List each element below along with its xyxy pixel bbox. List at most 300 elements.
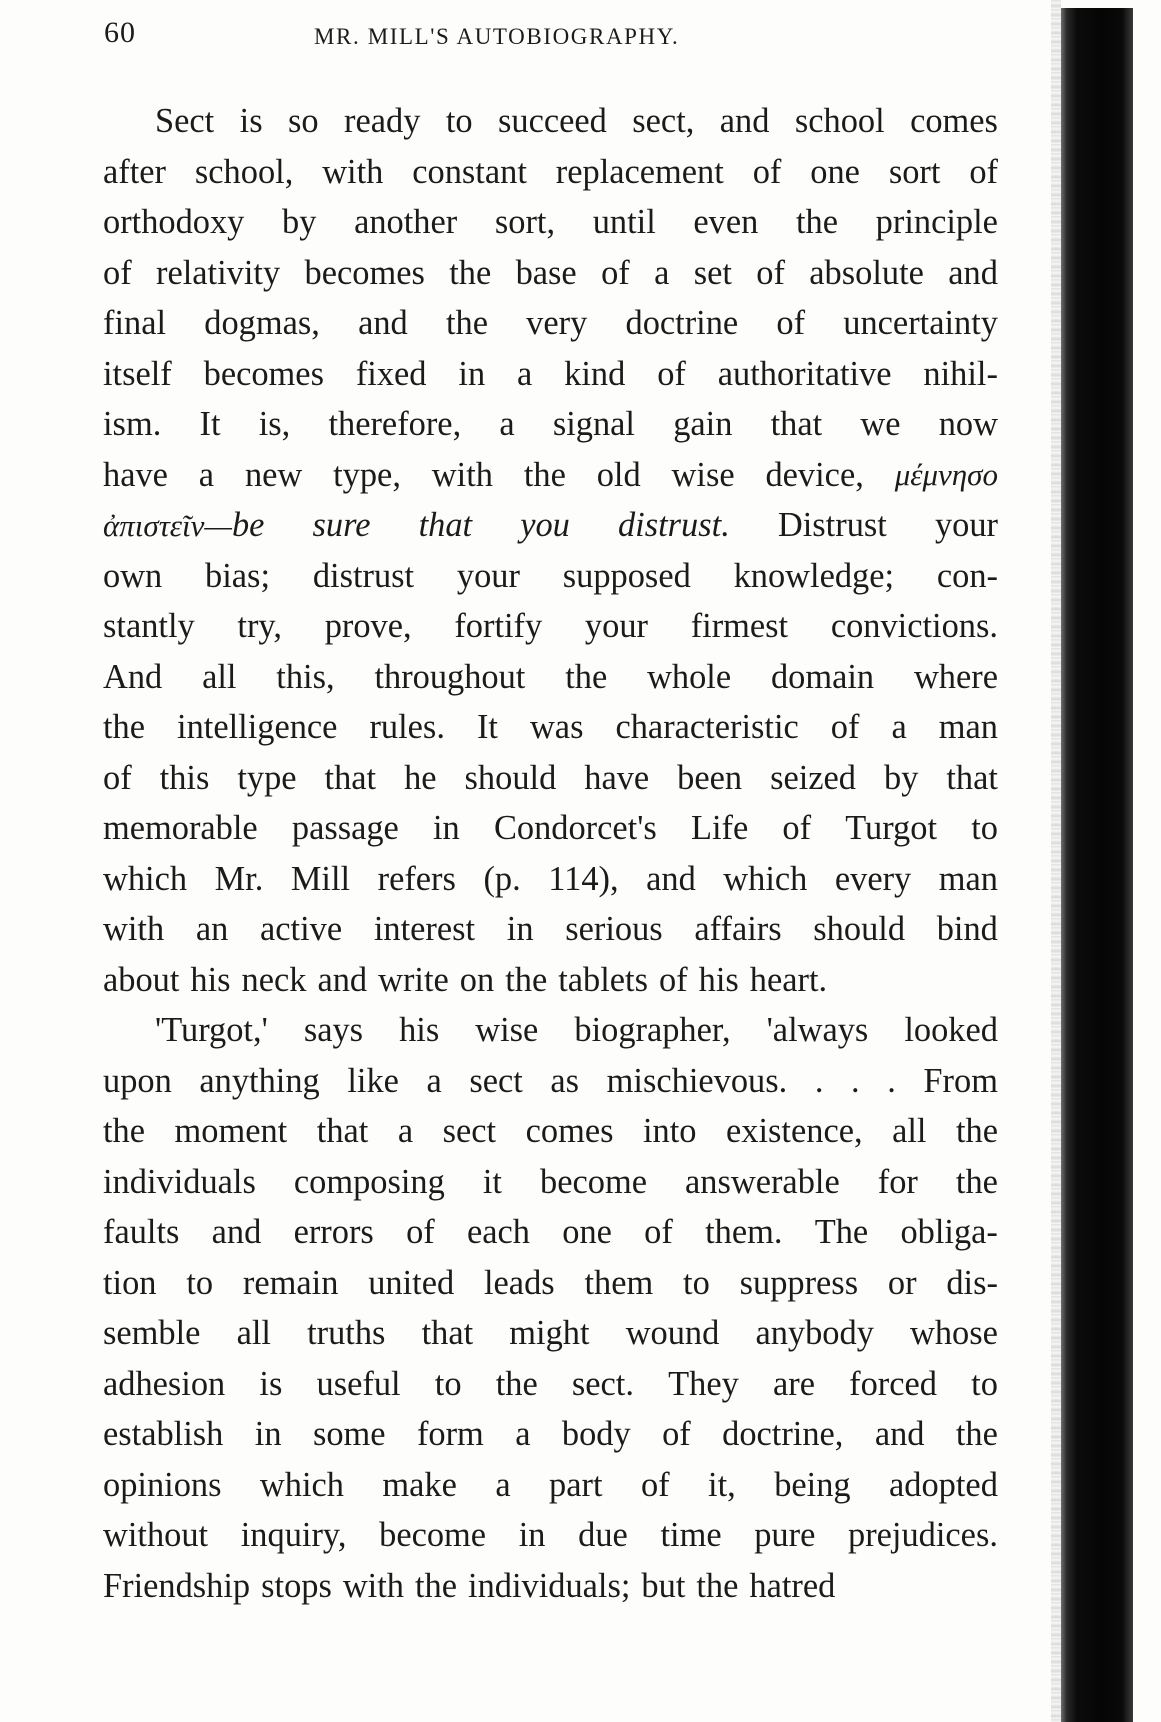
word: rules.: [369, 708, 445, 746]
word: the: [449, 253, 492, 292]
word: school,: [194, 152, 294, 191]
text-line: [103, 803, 998, 854]
word: in: [458, 354, 486, 393]
word: are: [772, 1364, 815, 1403]
text-line: [103, 349, 998, 400]
word: μέμνησο: [894, 456, 998, 492]
word: looked: [904, 1011, 998, 1049]
word: one: [562, 1213, 612, 1251]
word: becomes: [203, 354, 324, 393]
word: due: [578, 1516, 628, 1554]
text-line: [103, 500, 998, 551]
word: stops: [261, 1566, 332, 1605]
word: sure: [312, 506, 371, 544]
word: should: [813, 910, 906, 948]
word: ism.: [103, 405, 162, 443]
word: affairs: [694, 910, 782, 948]
word: another: [354, 203, 458, 241]
word: of: [776, 304, 806, 342]
word: to: [445, 102, 473, 140]
word: It: [199, 405, 221, 443]
word: to: [971, 809, 998, 847]
word: nihil-: [923, 354, 998, 393]
text-line: [103, 298, 998, 349]
page-edge-shadow: [1051, 0, 1061, 1722]
word: individuals;: [468, 1566, 631, 1605]
text-line: [103, 1359, 998, 1410]
word: composing: [293, 1162, 445, 1201]
text-line: [103, 1460, 998, 1511]
word: even: [693, 203, 759, 241]
word: suppress: [739, 1263, 859, 1302]
word: remain: [242, 1263, 339, 1302]
word: the: [415, 1566, 458, 1605]
word: part: [549, 1465, 603, 1504]
word: Life: [690, 809, 749, 847]
word: being: [774, 1465, 851, 1504]
text-line: [103, 753, 998, 804]
word: fortify: [454, 607, 543, 645]
word: errors: [293, 1213, 374, 1251]
word: them: [584, 1263, 654, 1302]
word: you: [520, 506, 570, 544]
word: bind: [936, 910, 998, 948]
word: should: [464, 758, 557, 797]
word: tion: [103, 1263, 157, 1302]
word: an: [195, 910, 229, 948]
word: leads: [483, 1263, 555, 1302]
text-line: [103, 399, 998, 450]
word: his: [698, 960, 739, 999]
word: like: [347, 1061, 399, 1100]
word: sort,: [494, 203, 556, 241]
word: of: [756, 253, 785, 292]
word: answerable: [685, 1162, 840, 1201]
text-line: [103, 1409, 998, 1460]
word: gain: [673, 405, 733, 443]
word: of: [969, 152, 998, 191]
word: or: [887, 1263, 917, 1302]
word: whole: [647, 657, 732, 696]
word: might: [509, 1314, 590, 1352]
word: seized: [770, 758, 857, 797]
word: becomes: [304, 253, 425, 292]
word: by: [884, 758, 919, 797]
word: he: [404, 758, 437, 797]
word: .: [887, 1061, 896, 1100]
word: Mr.: [214, 859, 264, 898]
word: comes: [910, 102, 998, 140]
word: where: [913, 657, 998, 696]
word: distrust: [312, 556, 415, 595]
word: body: [561, 1415, 631, 1453]
word: device,: [765, 455, 864, 494]
word: base: [515, 253, 577, 292]
word: to: [971, 1364, 998, 1403]
word: wound: [625, 1314, 720, 1352]
text-line: [103, 1056, 998, 1107]
word: replacement: [555, 152, 724, 191]
word: the: [955, 1415, 998, 1453]
word: which: [259, 1465, 344, 1504]
word: supposed: [562, 556, 691, 595]
word: that: [421, 1314, 474, 1352]
running-head: [104, 16, 999, 60]
word: truths: [307, 1314, 386, 1352]
word: one: [810, 152, 860, 191]
word: and: [646, 859, 696, 898]
word: .: [814, 1061, 824, 1100]
word: the: [696, 1566, 739, 1605]
running-title: MR. MILL'S AUTOBIOGRAPHY.: [314, 24, 680, 49]
word: refers: [377, 859, 456, 898]
word: that: [324, 758, 377, 797]
word: without: [103, 1516, 209, 1554]
word: neck: [241, 960, 307, 999]
word: it: [482, 1162, 502, 1201]
word: which: [103, 859, 188, 898]
word: a: [495, 1465, 511, 1504]
word: a: [499, 405, 515, 443]
text-line: [103, 1106, 998, 1157]
word: principle: [875, 203, 998, 241]
word: active: [260, 910, 343, 948]
word: of: [658, 960, 688, 999]
word: tablets: [558, 960, 648, 999]
word: of: [644, 1213, 673, 1251]
word: dis-: [946, 1263, 998, 1302]
word: the: [445, 304, 488, 342]
text-line: [103, 601, 998, 652]
word: of: [406, 1213, 435, 1251]
word: dogmas,: [204, 304, 320, 342]
text-line: [103, 1157, 998, 1208]
word: become: [540, 1162, 647, 1201]
word: The: [814, 1213, 869, 1251]
word: in: [254, 1415, 282, 1453]
word: your: [934, 506, 998, 544]
italic-word: be: [231, 506, 265, 544]
page-number: 60: [104, 16, 136, 49]
word: but: [641, 1566, 686, 1605]
word: the: [955, 1162, 998, 1201]
word: upon: [103, 1061, 172, 1100]
word: whose: [910, 1314, 998, 1352]
word: a: [517, 354, 533, 393]
word: every: [834, 859, 912, 898]
greek-word: ἀπιστεῖν—: [103, 508, 232, 543]
word: obliga-: [900, 1213, 998, 1251]
word: and: [211, 1213, 262, 1251]
word: 'Turgot,': [155, 1011, 268, 1049]
word: which: [723, 859, 808, 898]
word: about: [103, 960, 180, 999]
word: is,: [258, 405, 291, 443]
word: a: [426, 1061, 442, 1100]
word: of: [830, 708, 860, 746]
word: and: [719, 102, 770, 140]
word: a: [198, 455, 215, 494]
word: biographer,: [574, 1011, 731, 1049]
text-line: [103, 1561, 998, 1612]
word: a: [397, 1112, 414, 1150]
word: the: [103, 708, 146, 746]
word: hatred: [749, 1566, 836, 1605]
word: convictions.: [830, 607, 998, 645]
word: of: [782, 809, 812, 847]
word: all: [892, 1112, 927, 1150]
word: is: [259, 1364, 283, 1403]
word: establish: [103, 1415, 224, 1453]
word: try,: [237, 607, 282, 645]
word: adopted: [889, 1465, 998, 1504]
word: bias;: [205, 556, 270, 595]
text-line: [103, 96, 998, 147]
word: now: [938, 405, 998, 443]
word: 114),: [548, 859, 619, 898]
word: been: [677, 758, 743, 797]
word: the: [565, 657, 608, 696]
word: says: [303, 1011, 364, 1049]
word: of: [103, 253, 132, 292]
text-line: [103, 854, 998, 905]
word: in: [518, 1516, 546, 1554]
text-line: [103, 702, 998, 753]
word: adhesion: [103, 1364, 226, 1403]
word: it,: [708, 1465, 736, 1504]
word: firmest: [690, 607, 789, 645]
word: anything: [199, 1061, 320, 1100]
text-line: [103, 1308, 998, 1359]
word: of: [640, 1465, 670, 1504]
word: It: [476, 708, 498, 746]
word: was: [529, 708, 584, 746]
word: new: [244, 455, 303, 494]
word: individuals: [103, 1162, 256, 1201]
word: make: [382, 1465, 457, 1504]
word: And: [103, 657, 163, 696]
word: constant: [412, 152, 527, 191]
word: to: [434, 1364, 462, 1403]
word: semble: [103, 1314, 201, 1352]
word: united: [368, 1263, 455, 1302]
text-line: [103, 551, 998, 602]
word: wise: [475, 1011, 539, 1049]
word: of: [657, 354, 686, 393]
word: signal: [552, 405, 635, 443]
word: this,: [276, 657, 335, 696]
word: itself: [103, 354, 172, 393]
word: memorable: [103, 809, 258, 847]
word: wise: [671, 455, 735, 494]
word: mischievous.: [606, 1061, 788, 1100]
word: uncertainty: [843, 304, 998, 342]
word: have: [584, 758, 650, 797]
word: and: [358, 304, 408, 342]
word: until: [592, 203, 656, 241]
body-text: [103, 96, 998, 1611]
text-line: [103, 197, 998, 248]
word: inquiry,: [240, 1516, 347, 1554]
word: pure: [754, 1516, 816, 1554]
word: the: [955, 1112, 998, 1150]
word: Friendship: [103, 1566, 251, 1605]
word: From: [923, 1061, 998, 1100]
binding-gutter: [1061, 8, 1133, 1722]
word: .: [851, 1061, 860, 1100]
word: your: [584, 607, 648, 645]
word: the: [523, 455, 566, 494]
word: set: [693, 253, 732, 292]
word: 'always: [766, 1011, 869, 1049]
word: very: [526, 304, 588, 342]
word: of: [662, 1415, 691, 1453]
word: his: [399, 1011, 440, 1049]
word: type: [237, 758, 297, 797]
word: therefore,: [328, 405, 462, 443]
word: and: [317, 960, 368, 999]
word: your: [456, 556, 520, 595]
word: some: [312, 1415, 386, 1453]
word: so: [288, 102, 319, 140]
word: write: [378, 960, 449, 999]
word: comes: [525, 1112, 614, 1150]
word: moment: [174, 1112, 288, 1150]
word: after: [103, 152, 166, 191]
word: to: [186, 1263, 214, 1302]
word: throughout: [374, 657, 526, 696]
word: for: [877, 1162, 918, 1201]
word: serious: [565, 910, 663, 948]
word: to: [683, 1263, 710, 1302]
word: Condorcet's: [493, 809, 657, 847]
word: with: [322, 152, 384, 191]
word: by: [282, 203, 317, 241]
word: and: [874, 1415, 925, 1453]
word: stantly: [103, 607, 195, 645]
word: type,: [333, 455, 401, 494]
word: sect: [442, 1112, 497, 1150]
word: doctrine,: [722, 1415, 844, 1453]
text-line: [103, 1005, 998, 1056]
text-line: [103, 955, 998, 1006]
word: orthodoxy: [103, 203, 245, 241]
word: with: [103, 910, 165, 948]
word: distrust.: [617, 506, 730, 544]
word: the: [495, 1364, 538, 1403]
word: is: [239, 102, 263, 140]
word: in: [506, 910, 534, 948]
word: we: [860, 405, 901, 443]
text-line: [103, 1207, 998, 1258]
text-line: [103, 147, 998, 198]
word: knowledge;: [733, 556, 895, 595]
word: that: [946, 758, 998, 797]
word: passage: [291, 809, 399, 847]
word: school: [794, 102, 885, 140]
word: con-: [936, 556, 998, 595]
word: (p.: [483, 859, 521, 898]
word: relativity: [156, 253, 281, 292]
word: absolute: [809, 253, 924, 292]
word: have: [103, 455, 168, 494]
word: all: [236, 1314, 271, 1352]
word: with: [342, 1566, 404, 1605]
word: own: [103, 556, 163, 595]
word: fixed: [355, 354, 427, 393]
text-line: [103, 1258, 998, 1309]
word: and: [948, 253, 998, 292]
word: interest: [373, 910, 476, 948]
word: in: [433, 809, 460, 847]
text-line: [103, 450, 998, 501]
word: form: [416, 1415, 484, 1453]
word: anybody: [755, 1314, 874, 1352]
text-line: [103, 248, 998, 299]
word: of: [752, 152, 782, 191]
word: forced: [849, 1364, 937, 1403]
word: sect,: [632, 102, 695, 140]
word: each: [466, 1213, 530, 1251]
word: Turgot: [845, 809, 938, 847]
word: his: [190, 960, 231, 999]
word: Mill: [290, 859, 351, 898]
word: authoritative: [717, 354, 892, 393]
word: prejudices.: [848, 1516, 998, 1554]
word: old: [596, 455, 641, 494]
word: succeed: [498, 102, 607, 140]
text-line: [103, 1510, 998, 1561]
word: this: [159, 758, 210, 797]
word: the: [796, 203, 839, 241]
word: opinions: [103, 1465, 222, 1504]
word: of: [601, 253, 630, 292]
word: sect.: [571, 1364, 634, 1403]
word: all: [202, 657, 237, 696]
word: existence,: [726, 1112, 863, 1150]
word: useful: [316, 1364, 401, 1403]
word: sort: [888, 152, 941, 191]
word: that: [770, 405, 823, 443]
word: time: [660, 1516, 722, 1554]
word: final: [103, 304, 167, 342]
word: intelligence: [177, 708, 338, 746]
word: become: [379, 1516, 487, 1554]
word: prove,: [324, 607, 412, 645]
word: a: [654, 253, 670, 292]
word: man: [938, 708, 998, 746]
word: characteristic: [615, 708, 799, 746]
word: They: [668, 1364, 739, 1403]
word: faults: [103, 1213, 180, 1251]
word: into: [643, 1112, 697, 1150]
word: the: [505, 960, 548, 999]
word: heart.: [749, 960, 828, 999]
word: Sect: [155, 102, 215, 140]
word: as: [550, 1061, 580, 1100]
word: Distrust: [777, 506, 887, 544]
word: kind: [564, 354, 626, 393]
word: a: [515, 1415, 531, 1453]
word: with: [431, 455, 493, 494]
word: of: [103, 758, 132, 797]
word: [103, 500, 264, 551]
word: that: [316, 1112, 369, 1150]
word: a: [891, 708, 907, 746]
word: them.: [705, 1213, 783, 1251]
word: domain: [770, 657, 875, 696]
word: doctrine: [625, 304, 739, 342]
